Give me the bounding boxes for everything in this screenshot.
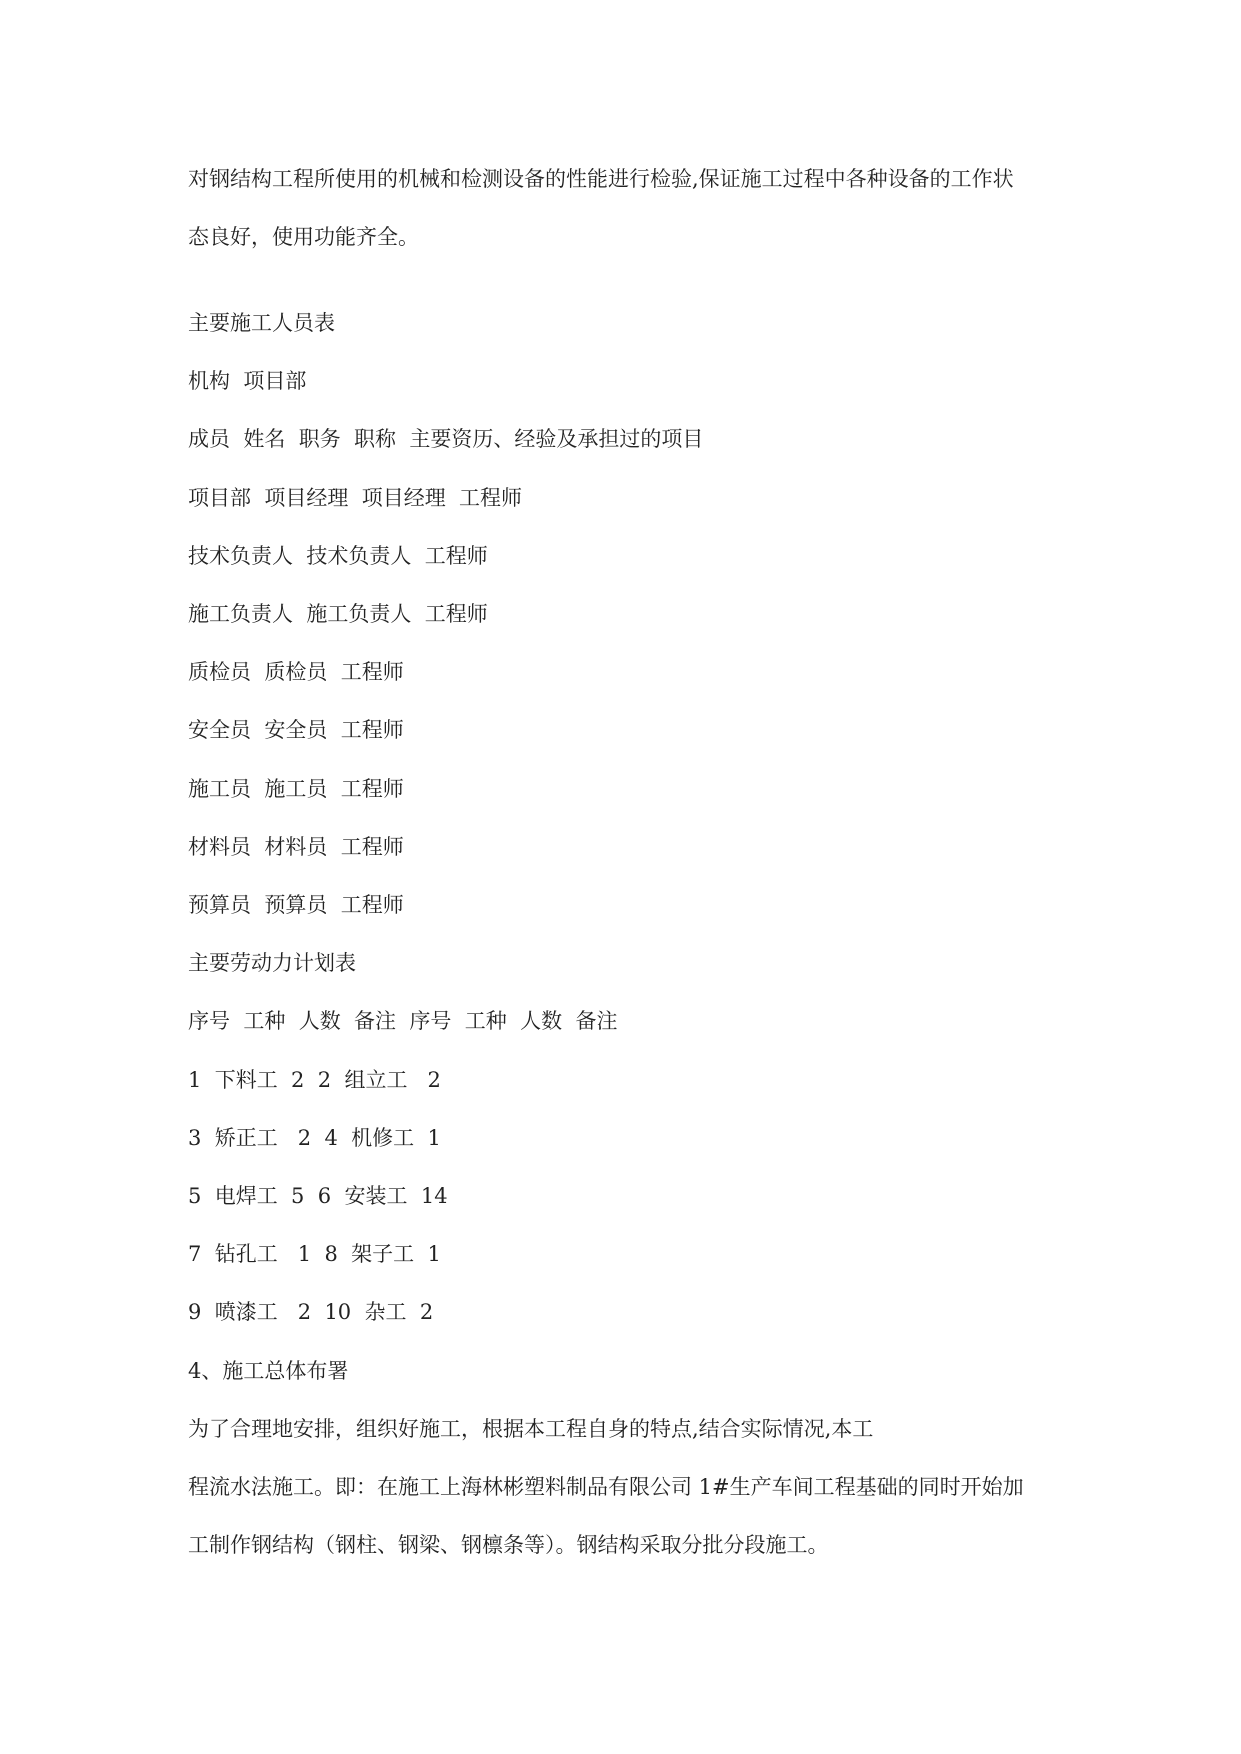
labor-table-row: 9 喷漆工 2 10 杂工 2 [188,1300,434,1324]
paragraph-line: 为了合理地安排，组织好施工，根据本工程自身的特点,结合实际情况,本工 [188,1417,874,1441]
labor-table-header: 序号 工种 人数 备注 序号 工种 人数 备注 [188,1009,618,1033]
labor-table-row: 1 下料工 2 2 组立工 2 [188,1068,441,1092]
personnel-table-header: 成员 姓名 职务 职称 主要资历、经验及承担过的项目 [188,427,704,451]
labor-table-row: 5 电焊工 5 6 安装工 14 [188,1184,448,1208]
paragraph-line-2: 态良好，使用功能齐全。 [188,225,419,249]
personnel-table-title: 主要施工人员表 [188,311,335,335]
paragraph-line: 程流水法施工。即：在施工上海林彬塑料制品有限公司 1#生产车间工程基础的同时开始加 [188,1475,1024,1499]
labor-table-title: 主要劳动力计划表 [188,951,356,975]
section-heading: 4、施工总体布署 [188,1359,349,1383]
personnel-table-row: 技术负责人 技术负责人 工程师 [188,544,488,568]
personnel-table-row: 安全员 安全员 工程师 [188,718,404,742]
personnel-table-row: 材料员 材料员 工程师 [188,835,404,859]
personnel-table-row: 预算员 预算员 工程师 [188,893,404,917]
personnel-table-row: 质检员 质检员 工程师 [188,660,404,684]
personnel-table-row: 施工负责人 施工负责人 工程师 [188,602,488,626]
paragraph-line: 工制作钢结构（钢柱、钢梁、钢檩条等）。钢结构采取分批分段施工。 [188,1533,829,1557]
personnel-table-row: 施工员 施工员 工程师 [188,777,404,801]
personnel-table-row: 项目部 项目经理 项目经理 工程师 [188,486,523,510]
labor-table-row: 3 矫正工 2 4 机修工 1 [188,1126,441,1150]
labor-table-row: 7 钻孔工 1 8 架子工 1 [188,1242,441,1266]
paragraph-line-1: 对钢结构工程所使用的机械和检测设备的性能进行检验,保证施工过程中各种设备的工作状 [188,167,1014,191]
personnel-table-row: 机构 项目部 [188,369,307,393]
